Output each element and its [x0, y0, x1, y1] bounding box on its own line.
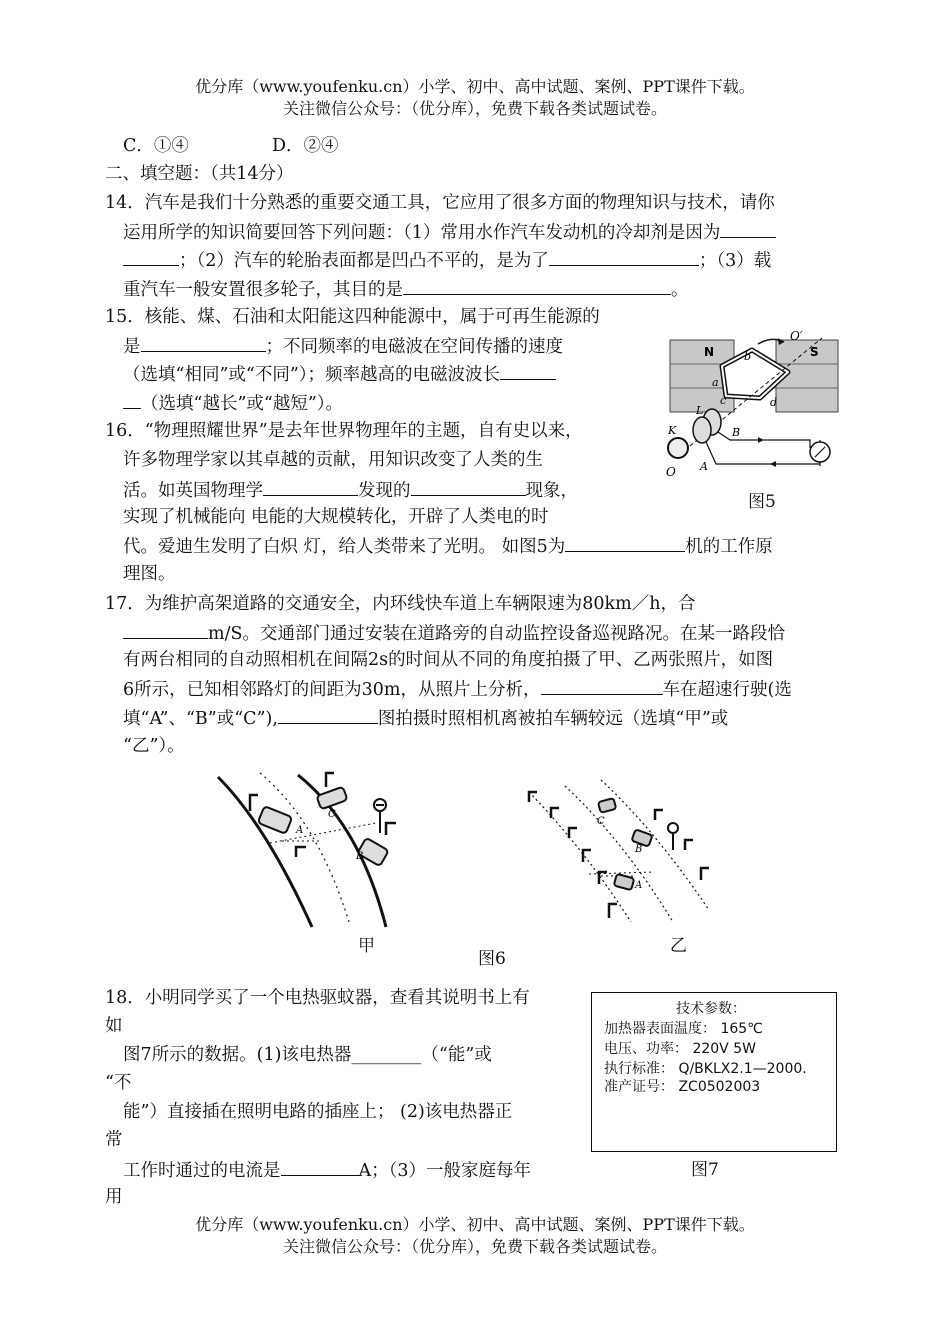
q14-line-1: 14．汽车是我们十分熟悉的重要交通工具，它应用了很多方面的物理知识与技术，请你	[105, 193, 775, 213]
figure-6-photo-jia	[210, 765, 440, 930]
q17-line-1: 17．为维护高架道路的交通安全，内环线快车道上车辆限速为80km／h，合	[105, 594, 696, 614]
road-edge-inner	[529, 792, 631, 922]
spec-certificate: 准产证号： ZC0502003	[604, 1079, 761, 1095]
street-lamp	[250, 795, 258, 811]
figure-5-generator-diagram	[660, 328, 845, 486]
option-d: D．②④	[272, 136, 339, 156]
q15-line-1: 15．核能、煤、石油和太阳能这四种能源中，属于可再生能源的	[105, 307, 600, 327]
figure-7-spec-box	[591, 992, 837, 1152]
svg-text:C: C	[328, 809, 336, 820]
label-b: b	[744, 350, 752, 363]
label-o-prime: O′	[790, 329, 803, 343]
q16-line-3: 活。如英国物理学 发现的 现象，	[123, 477, 578, 503]
street-lamp	[609, 904, 617, 918]
q14-line-4: 重汽车一般安置很多轮子，其目的是 。	[123, 276, 689, 302]
option-c: C．①④	[123, 136, 189, 156]
q17-line-4: 6所示，已知相邻路灯的间距为30m，从照片上分析， 车在超速行驶(选	[123, 676, 792, 702]
q15-line-2: 是 ；不同频率的电磁波在空间传播的速度	[123, 333, 563, 359]
header-line-1: 优分库（www.youfenku.cn）小学、初中、高中试题、案例、PPT课件下载。	[195, 77, 755, 96]
q14-line-2: 运用所学的知识简要回答下列问题：（1）常用水作汽车发动机的冷却剂是因为	[123, 219, 776, 245]
street-lamp	[326, 773, 334, 787]
q17-line-3: 有两台相同的自动照相机在间隔2s的时间从不同的角度拍摄了甲、乙两张照片，如图	[123, 650, 774, 670]
street-lamp	[685, 840, 693, 850]
street-lamp	[583, 850, 591, 862]
street-lamp	[386, 823, 396, 835]
figure-6-yi-label: 乙	[670, 936, 687, 956]
svg-text:B: B	[356, 851, 364, 862]
q18-line-6: 常	[105, 1130, 123, 1150]
street-lamp	[569, 828, 577, 838]
q18-line-4: “不	[105, 1073, 132, 1093]
label-o: O	[666, 465, 676, 479]
q16-line-1: 16．“物理照耀世界”是去年世界物理年的主题，自有史以来，	[105, 421, 583, 441]
q15-line-3: （选填“相同”或“不同”）；频率越高的电磁波波长	[123, 361, 556, 387]
road-edge-inner	[218, 777, 312, 927]
figure-6-jia-label: 甲	[358, 936, 375, 956]
q18-line-5: 能”）直接插在照明电路的插座上； (2)该电热器正	[123, 1102, 513, 1122]
figure-5-caption: 图5	[748, 492, 776, 512]
svg-text:B: B	[635, 844, 643, 855]
q16-line-6: 理图。	[123, 564, 176, 584]
car-a	[258, 806, 293, 834]
label-c: c	[720, 394, 727, 407]
car-c	[316, 787, 347, 810]
q17-line-6: “乙”）。	[123, 736, 185, 756]
q16-line-4: 实现了机械能向 电能的大规模转化，开辟了人类电的时	[123, 507, 549, 527]
figure-7-caption: 图7	[691, 1160, 719, 1180]
q16-line-5: 代。爱迪生发明了白炽 灯，给人类带来了光明。 如图5为 机的工作原	[123, 533, 773, 559]
street-lamp	[655, 810, 663, 820]
q18-line-2: 如	[105, 1016, 123, 1036]
footer-line-2: 关注微信公众号：（优分库），免费下载各类试题试卷。	[282, 1237, 667, 1256]
q17-line-2: m/S。交通部门通过安装在道路旁的自动监控设备巡视路况。在某一路段恰	[123, 620, 785, 646]
street-lamp	[701, 868, 709, 880]
knob	[668, 438, 688, 458]
q18-line-7: 工作时通过的电流是 A；（3）一般家庭每年	[123, 1157, 531, 1183]
label-d: d	[770, 396, 778, 409]
q14-line-3: ；（2）汽车的轮胎表面都是凹凸不平的，是为了 ；（3）载	[123, 247, 771, 273]
label-brush-a: A	[700, 460, 708, 473]
svg-text:A: A	[296, 825, 304, 836]
label-a: a	[712, 376, 719, 389]
q16-line-2: 许多物理学家以其卓越的贡献，用知识改变了人类的生	[123, 450, 543, 470]
label-n: N	[704, 345, 715, 359]
label-k: K	[668, 424, 677, 437]
spec-standard: 执行标准： Q/BKLX2.1—2000.	[604, 1061, 807, 1077]
svg-text:A: A	[635, 880, 643, 891]
figure-6-photo-yi	[505, 770, 720, 930]
road-sign	[668, 823, 678, 833]
spec-title: 技术参数：	[676, 1001, 746, 1017]
svg-text:C: C	[597, 816, 605, 827]
q17-line-5: 填“A”、“B”或“C”), 图拍摄时照相机离被拍车辆较远（选填“甲”或	[123, 705, 728, 731]
street-lamp	[296, 847, 306, 857]
car-c	[598, 798, 616, 813]
street-lamp	[551, 808, 559, 818]
header-line-2: 关注微信公众号：（优分库），免费下载各类试题试卷。	[282, 99, 667, 118]
q18-line-8: 用	[105, 1187, 123, 1207]
road-edge-outer	[601, 780, 709, 910]
lane-divider	[565, 786, 673, 922]
label-l: L	[696, 404, 704, 417]
figure-6-caption: 图6	[478, 949, 506, 969]
q15-line-4: （选填“越长”或“越短”）。	[123, 390, 343, 416]
section-heading: 二、填空题：（共14分）	[105, 164, 294, 184]
q18-line-3: 图7所示的数据。(1)该电热器________（“能”或	[123, 1045, 492, 1065]
label-brush-b: B	[732, 426, 741, 439]
footer-line-1: 优分库（www.youfenku.cn）小学、初中、高中试题、案例、PPT课件下载。	[195, 1215, 755, 1234]
label-s: S	[810, 345, 819, 359]
spec-temperature: 加热器表面温度： 165℃	[604, 1021, 763, 1037]
q18-line-1: 18．小明同学买了一个电热驱蚊器，查看其说明书上有	[105, 988, 530, 1008]
spec-voltage-power: 电压、功率： 220V 5W	[604, 1041, 756, 1057]
